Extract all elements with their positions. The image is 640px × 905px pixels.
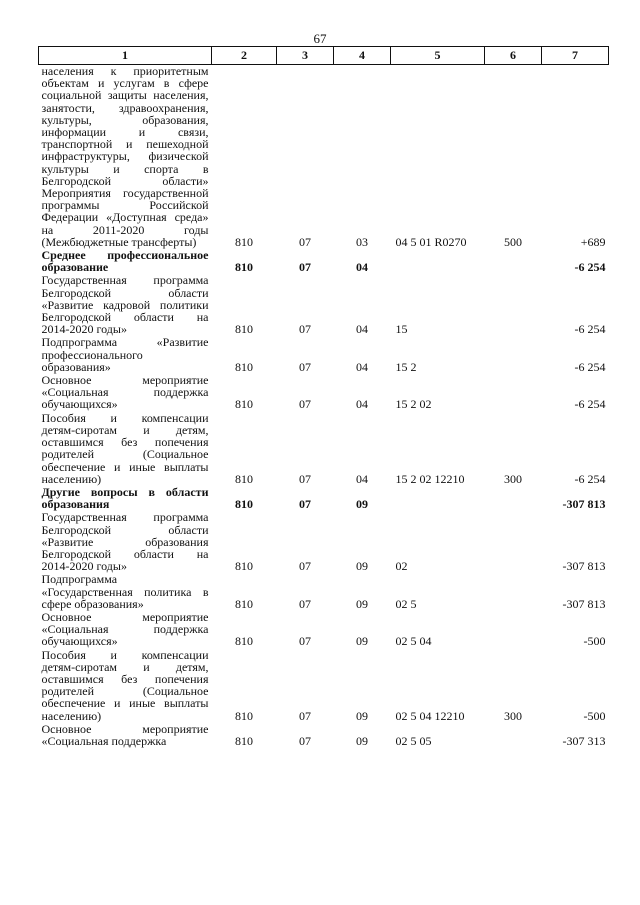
- description-line: Белгородской области на: [41, 546, 209, 561]
- section-code: 07: [299, 733, 311, 748]
- description-line: «Социальная поддержка: [41, 733, 167, 748]
- ministry-code: 810: [235, 397, 253, 412]
- description-line: социальной защиты населения,: [41, 88, 209, 103]
- budget-table: [38, 46, 609, 748]
- description-line: Государственная программа: [41, 273, 209, 288]
- table-row: [39, 611, 609, 649]
- row-description: [39, 274, 212, 336]
- description-line: Белгородской области на: [41, 310, 209, 325]
- header-col-2: 2: [212, 47, 277, 65]
- amount: -6 254: [574, 359, 606, 374]
- amount: -307 813: [562, 497, 606, 512]
- ministry-code: 810: [235, 359, 253, 374]
- table-row: [39, 412, 609, 486]
- header-col-6: 6: [485, 47, 542, 65]
- description-line: культуры и спорта в: [41, 161, 209, 176]
- description-line: образование: [41, 260, 109, 275]
- table-row: [39, 65, 609, 250]
- row-description: [39, 65, 212, 250]
- description-line: родителей (Социальное: [41, 684, 209, 699]
- expense-type-code: [485, 336, 542, 374]
- description-line: на 2011-2020 годы: [41, 222, 209, 237]
- section-code: 07: [299, 397, 311, 412]
- description-line: Основное мероприятие: [41, 721, 209, 736]
- description-line: Подпрограмма: [41, 572, 118, 587]
- description-line: 2014-2020 годы»: [41, 322, 127, 337]
- description-line: 2014-2020 годы»: [41, 559, 127, 574]
- section-code: 07: [299, 596, 311, 611]
- description-line: детям-сиротам и детям,: [41, 659, 209, 674]
- description-line: образования: [41, 497, 110, 512]
- row-description: [39, 649, 212, 723]
- target-article-code: 15 2: [395, 359, 417, 374]
- expense-type-code: [485, 374, 542, 412]
- description-line: оставшимся без попечения: [41, 671, 209, 686]
- description-line: «Развитие кадровой политики: [41, 297, 209, 312]
- description-line: Белгородской области: [41, 522, 209, 537]
- section-code: 07: [299, 322, 311, 337]
- ministry-code: 810: [235, 733, 253, 748]
- target-article-code: 15 2 02: [395, 397, 432, 412]
- description-line: (Межбюджетные трансферты): [41, 234, 197, 249]
- subsection-code: 04: [356, 359, 368, 374]
- amount: +689: [580, 234, 606, 249]
- description-line: Основное мероприятие: [41, 609, 209, 624]
- subsection-code: 09: [356, 708, 368, 723]
- section-code: 07: [299, 359, 311, 374]
- amount: -6 254: [574, 397, 606, 412]
- expense-type-code: 500: [504, 234, 522, 249]
- amount: -307 813: [562, 596, 606, 611]
- row-description: [39, 412, 212, 486]
- ministry-code: 810: [235, 596, 253, 611]
- ministry-code: 810: [235, 559, 253, 574]
- target-article-code: 15 2 02 12210: [395, 471, 465, 486]
- target-article-code: 02 5 04: [395, 634, 432, 649]
- description-line: объектам и услугам в сфере: [41, 76, 209, 91]
- table-row: [39, 249, 609, 274]
- ministry-code: 810: [235, 708, 253, 723]
- table-row: [39, 573, 609, 611]
- expense-type-code: [485, 723, 542, 748]
- subsection-code: 09: [356, 634, 368, 649]
- subsection-code: 04: [356, 260, 368, 275]
- description-line: обеспечение и иные выплаты: [41, 459, 209, 474]
- description-line: обучающихся»: [41, 397, 118, 412]
- target-article-code: 02 5 05: [395, 733, 432, 748]
- expense-type-code: [485, 486, 542, 511]
- target-article-code: 02 5 04 12210: [395, 708, 465, 723]
- description-line: профессионального: [41, 347, 143, 362]
- header-col-1: 1: [39, 47, 212, 65]
- section-code: 07: [299, 634, 311, 649]
- description-line: обучающихся»: [41, 634, 118, 649]
- description-line: Мероприятия государственной: [41, 186, 209, 201]
- target-article-code: [391, 249, 485, 274]
- row-description: [39, 249, 212, 274]
- amount: -307 813: [562, 559, 606, 574]
- description-line: родителей (Социальное: [41, 447, 209, 462]
- header-col-3: 3: [277, 47, 334, 65]
- description-line: программы Российской: [41, 198, 209, 213]
- amount: -500: [583, 708, 606, 723]
- table-body: [39, 65, 609, 749]
- amount: -6 254: [574, 322, 606, 337]
- target-article-code: 02: [395, 559, 408, 574]
- ministry-code: 810: [235, 322, 253, 337]
- row-description: [39, 723, 212, 748]
- description-line: информации и связи,: [41, 125, 209, 140]
- header-col-7: 7: [542, 47, 609, 65]
- target-article-code: 02 5: [395, 596, 417, 611]
- description-line: Пособия и компенсации: [41, 410, 209, 425]
- target-article-code: [391, 486, 485, 511]
- amount: -6 254: [574, 471, 606, 486]
- description-line: Государственная программа: [41, 510, 209, 525]
- description-line: населения к приоритетным: [41, 64, 209, 78]
- subsection-code: 03: [356, 234, 368, 249]
- description-line: инфраструктуры, физической: [41, 149, 209, 164]
- subsection-code: 09: [356, 733, 368, 748]
- expense-type-code: [485, 249, 542, 274]
- subsection-code: 04: [356, 397, 368, 412]
- section-code: 07: [299, 260, 311, 275]
- table-row: [39, 374, 609, 412]
- header-col-4: 4: [334, 47, 391, 65]
- description-line: Подпрограмма «Развитие: [41, 335, 209, 350]
- section-code: 07: [299, 234, 311, 249]
- description-line: «Социальная поддержка: [41, 385, 209, 400]
- table-row: [39, 336, 609, 374]
- description-line: «Развитие образования: [41, 534, 209, 549]
- description-line: Белгородской области»: [41, 173, 209, 188]
- ministry-code: 810: [235, 234, 253, 249]
- amount: -500: [583, 634, 606, 649]
- description-line: обеспечение и иные выплаты: [41, 696, 209, 711]
- header-col-5: 5: [391, 47, 485, 65]
- row-description: [39, 573, 212, 611]
- description-line: Пособия и компенсации: [41, 647, 209, 662]
- table-row: [39, 274, 609, 336]
- expense-type-code: [485, 573, 542, 611]
- description-line: занятости, здравоохранения,: [41, 100, 209, 115]
- subsection-code: 09: [356, 497, 368, 512]
- subsection-code: 04: [356, 322, 368, 337]
- row-description: [39, 611, 212, 649]
- section-code: 07: [299, 708, 311, 723]
- subsection-code: 09: [356, 559, 368, 574]
- header-row: [39, 47, 609, 65]
- expense-type-code: [485, 274, 542, 336]
- amount: -307 313: [562, 733, 606, 748]
- description-line: Белгородской области: [41, 285, 209, 300]
- description-line: транспортной и пешеходной: [41, 137, 209, 152]
- description-line: «Социальная поддержка: [41, 622, 209, 637]
- ministry-code: 810: [235, 471, 253, 486]
- page-number: 67: [313, 31, 327, 46]
- description-line: Среднее профессиональное: [41, 248, 209, 263]
- expense-type-code: 300: [504, 708, 522, 723]
- row-description: [39, 336, 212, 374]
- subsection-code: 09: [356, 596, 368, 611]
- ministry-code: 810: [235, 634, 253, 649]
- row-description: [39, 511, 212, 573]
- section-code: 07: [299, 559, 311, 574]
- expense-type-code: [485, 511, 542, 573]
- ministry-code: 810: [235, 497, 253, 512]
- expense-type-code: 300: [504, 471, 522, 486]
- description-line: «Государственная политика в: [41, 584, 209, 599]
- description-line: оставшимся без попечения: [41, 435, 209, 450]
- description-line: культуры, образования,: [41, 112, 209, 127]
- table-row: [39, 649, 609, 723]
- description-line: Другие вопросы в области: [41, 484, 209, 499]
- target-article-code: 04 5 01 R0270: [395, 234, 467, 249]
- section-code: 07: [299, 471, 311, 486]
- amount: -6 254: [574, 260, 606, 275]
- subsection-code: 04: [356, 471, 368, 486]
- target-article-code: 15: [395, 322, 408, 337]
- table-row: [39, 723, 609, 748]
- description-line: образования»: [41, 359, 111, 374]
- table-row: [39, 486, 609, 511]
- description-line: Федерации «Доступная среда»: [41, 210, 209, 225]
- description-line: Основное мероприятие: [41, 373, 209, 388]
- table-row: [39, 511, 609, 573]
- description-line: населению): [41, 708, 102, 723]
- description-line: населению): [41, 471, 102, 486]
- description-line: сфере образования»: [41, 596, 144, 611]
- description-line: детям-сиротам и детям,: [41, 422, 209, 437]
- row-description: [39, 486, 212, 511]
- expense-type-code: [485, 611, 542, 649]
- section-code: 07: [299, 497, 311, 512]
- row-description: [39, 374, 212, 412]
- ministry-code: 810: [235, 260, 253, 275]
